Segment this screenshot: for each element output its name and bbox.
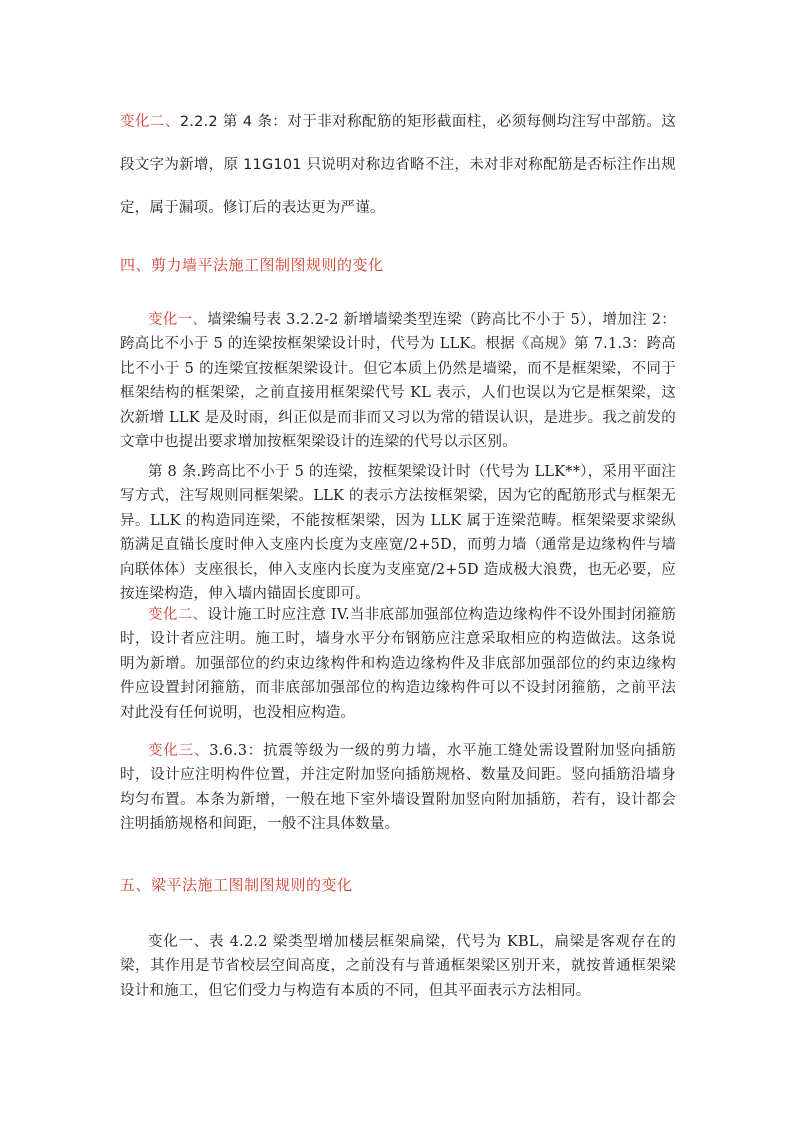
change-label: 变化二、	[120, 114, 180, 130]
paragraph-shear-wall-change-1	[120, 308, 676, 454]
section-heading-beam: 五、梁平法施工图制图规则的变化	[120, 876, 353, 894]
paragraph-change-2-columns	[120, 101, 676, 230]
paragraph-shear-wall-change-3	[120, 739, 676, 837]
paragraph-text: 设计施工时应注意 IV.当非底部加强部位构造边缘构件不设外围封闭箍筋时，设计者应注明。施工时，墙身水平分布钢筋应注意采取相应的构造做法。这条说明为新增。加强部位的约束边缘构件和构造边缘构件及非底部加强部位的约束边缘构件应设置封闭箍筋，而非底部加强部位的构造边缘构件可以不设封闭箍筋，之前平法对此没有任何说明，也没相应构造。	[120, 607, 676, 721]
change-label: 变化二、	[148, 607, 208, 623]
paragraph-beam-change-1: 变化一、表 4.2.2 梁类型增加楼层框架扁梁，代号为 KBL，扁梁是客观存在的梁，其作用是节省校层空间高度，之前没有与普通框架梁区别开来，就按普通框架梁设计和施工，但它们受力与构造有本质的不同，但其平面表示方法相同。	[120, 934, 676, 999]
paragraph-text: 3.6.3：抗震等级为一级的剪力墙，水平施工缝处需设置附加竖向插筋时，设计应注明构件位置，并注定附加竖向插筋规格、数量及间距。竖向插筋沿墙身均匀布置。本条为新增，一般在地下室外墙设置附加竖向附加插筋，若有，设计都会注明插筋规格和间距，一般不注具体数量。	[120, 743, 676, 833]
section-heading-shear-wall: 四、剪力墙平法施工图制图规则的变化	[120, 256, 384, 274]
paragraph-text: 墙梁编号表 3.2.2-2 新增墙梁类型连梁（跨高比不小于 5），增加注 2：跨高比不小于 5 的连梁按框架梁设计时，代号为 LLK。根据《高规》第 7.1.3：跨高比不小于 5 的连梁宜按框架梁设计。但它本质上仍然是墙梁，而不是框架梁，不同于框架结构的框架梁，之前直接用框架梁代号 KL 表示，人们也误以为它是框架梁，这次新增 LLK 是及时雨，纠正似是而非而又习以为常的错误认识，是进步。我之前发的文章中也提出要求增加按框架梁设计的连梁的代号以示区别。	[120, 312, 676, 451]
change-label: 变化三、	[148, 743, 210, 759]
change-label: 变化一、	[148, 312, 208, 328]
paragraph-shear-wall-change-2	[120, 603, 676, 725]
paragraph-article-8: 第 8 条.跨高比不小于 5 的连梁，按框架梁设计时（代号为 LLK**），采用平面注写方式，注写规则同框架梁。LLK 的表示方法按框架梁，因为它的配筋形式与框架无异。LLK 的构造同连梁，不能按框架梁，因为 LLK 属于连梁范畴。框架梁要求梁纵筋满足直锚长度时伸入支座内长度为支座宽/2+5D，而剪力墙（通常是边缘构件与墙向联体体）支座很长，伸入支座内长度为支座宽/2+5D 造成极大浪费，也无必要，应按连梁构造，伸入墙内锚固长度即可。	[120, 464, 676, 603]
paragraph-text: 2.2.2 第 4 条：对于非对称配筋的矩形截面柱，必须每侧均注写中部筋。这段文字为新增，原 11G101 只说明对称边省略不注，未对非对称配筋是否标注作出规定，属于漏项。修订后的表达更为严谨。	[120, 114, 676, 216]
